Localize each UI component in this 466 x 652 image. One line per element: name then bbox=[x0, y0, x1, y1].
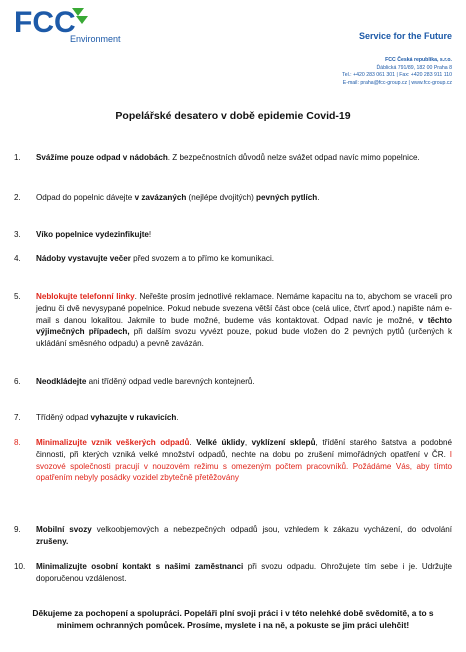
rule-segment: Neblokujte telefonní linky bbox=[36, 292, 135, 301]
rule-item-10 bbox=[14, 561, 452, 585]
rule-text bbox=[36, 437, 452, 484]
rule-number: 5. bbox=[14, 292, 21, 301]
rule-item-3 bbox=[14, 229, 452, 241]
company-email: E-mail: praha@fcc-group.cz | www.fcc-group.cz bbox=[342, 79, 452, 86]
rule-segment: velkoobjemových a nebezpečných odpadů jsou, vzhledem k zákazu vycházení, do odvolání bbox=[91, 525, 452, 534]
rule-text bbox=[36, 192, 452, 204]
slogan: Service for the Future bbox=[358, 31, 452, 41]
rule-segment: při svozu odpadu. Ohrožujete tím sebe i je. Udržujte doporučenou vzdálenost. bbox=[36, 562, 453, 583]
rule-segment: . bbox=[317, 193, 320, 202]
rule-segment: Velké úklidy bbox=[196, 438, 245, 447]
rule-segment: Odpad do popelnic dávejte bbox=[36, 193, 135, 202]
rule-segment: . bbox=[189, 438, 197, 447]
rule-item-5 bbox=[14, 291, 452, 350]
rule-segment: , bbox=[244, 438, 252, 447]
rule-item-4 bbox=[14, 253, 452, 265]
rule-segment: I svozové společnosti pracují v nouzovém režimu s omezeným počtem pracovníků. Požádáme Vás, aby tímto opatřením nebyly posádky vozidel zbytečně přetěžovány bbox=[36, 449, 452, 483]
fcc-environment-logo bbox=[14, 4, 134, 44]
rule-text bbox=[36, 376, 452, 388]
rule-number: 1. bbox=[14, 153, 21, 162]
rule-item-7 bbox=[14, 412, 452, 424]
rule-segment: před svozem a to přímo ke komunikaci. bbox=[130, 254, 274, 263]
rule-segment: pevných pytlích bbox=[256, 193, 318, 202]
rule-segment: v zavázaných bbox=[134, 193, 187, 202]
rule-number: 10. bbox=[14, 562, 26, 571]
rule-item-1 bbox=[14, 152, 452, 164]
rule-segment: zrušeny. bbox=[36, 536, 69, 546]
rule-number: 2. bbox=[14, 193, 21, 202]
svg-text:FCC: FCC bbox=[14, 6, 76, 39]
document-title: Popelářské desatero v době epidemie Covid-19 bbox=[115, 110, 351, 122]
rule-segment: Nádoby vystavujte večer bbox=[36, 254, 131, 263]
rule-text bbox=[36, 253, 452, 265]
rule-segment: Tříděný odpad bbox=[36, 413, 91, 422]
rule-item-2 bbox=[14, 192, 452, 204]
rule-segment: Neodkládejte bbox=[36, 377, 87, 386]
rule-text bbox=[36, 412, 452, 424]
company-address bbox=[342, 57, 452, 87]
rule-segment: , třídění starého šatstva a podobné činnosti, při kterých vzniká velké množství odpadů, nechte na dobu po zrušení mimořádných opatření v ČR. bbox=[36, 438, 452, 459]
rule-text bbox=[36, 291, 452, 350]
rule-item-9 bbox=[14, 524, 452, 548]
rule-item-8 bbox=[14, 437, 452, 484]
rule-number: 3. bbox=[14, 230, 21, 239]
company-street: Ďáblická 791/89, 182 00 Praha 8 bbox=[376, 64, 452, 71]
rule-item-6 bbox=[14, 376, 452, 388]
rule-segment: Mobilní svozy bbox=[36, 525, 92, 534]
rule-segment: ! bbox=[148, 230, 152, 239]
rule-text bbox=[36, 524, 452, 548]
rule-segment: Minimalizujte osobní kontakt s našimi zaměstnanci bbox=[36, 562, 244, 571]
rule-segment: při dalším svozu vyvézt pouze, pokud bude vložen do 2 pevných pytlů (určených k ukládání směsného odpadu) a pevně zavázán. bbox=[36, 327, 452, 349]
rule-text bbox=[36, 561, 452, 585]
company-name: FCC Česká republika, s.r.o. bbox=[385, 57, 452, 63]
rule-segment: . Z bezpečnostních důvodů nelze svážet odpad navíc mimo popelnice. bbox=[167, 153, 420, 162]
svg-text:Environment: Environment bbox=[70, 34, 121, 44]
rule-segment: Minimalizujte vznik veškerých odpadů bbox=[36, 438, 190, 447]
company-phone: Tel.: +420 283 061 301 | Fax: +420 283 911 110 bbox=[342, 72, 452, 78]
rule-segment: . bbox=[176, 413, 179, 422]
rule-segment: . Neřešte prosím jednotlivé reklamace. Nemáme kapacitu na to, abychom se vraceli pro jednu či dvě nevysypané popelnice. Pokud nebude svezena větší část obce (celá ulice, čtvrť apod.) napište nám e-mail s danou lokalitou. Jakmile to bude možné, budeme vás kontaktovat. Odpad navíc je možné, bbox=[36, 292, 452, 325]
rule-segment: vyhazujte v rukavicích bbox=[90, 413, 177, 422]
rule-text bbox=[36, 152, 452, 164]
closing-message: Děkujeme za pochopení a spolupráci. Popeláři plní svoji práci i v této nelehké době svědomitě, a to s minimem ochranných pomůcek. Prosíme, myslete i na ně, a pokuste se jim práci ulehčit! bbox=[32, 608, 434, 630]
rule-number: 8. bbox=[14, 438, 21, 447]
rule-number: 9. bbox=[14, 525, 21, 534]
rule-number: 6. bbox=[14, 377, 21, 386]
rule-segment: vyklízení sklepů bbox=[251, 438, 316, 447]
rule-segment: Svážíme pouze odpad v nádobách bbox=[36, 153, 168, 162]
rule-segment: v těchto výjimečných případech, bbox=[36, 315, 452, 337]
rule-segment: (nejlépe dvojitých) bbox=[186, 193, 257, 202]
rule-segment: Víko popelnice vydezinfikujte bbox=[36, 230, 149, 239]
rule-number: 7. bbox=[14, 413, 21, 422]
rule-segment: ani tříděný odpad vedle barevných kontejnerů. bbox=[86, 377, 255, 386]
rule-number: 4. bbox=[14, 254, 21, 263]
rule-text bbox=[36, 229, 452, 241]
